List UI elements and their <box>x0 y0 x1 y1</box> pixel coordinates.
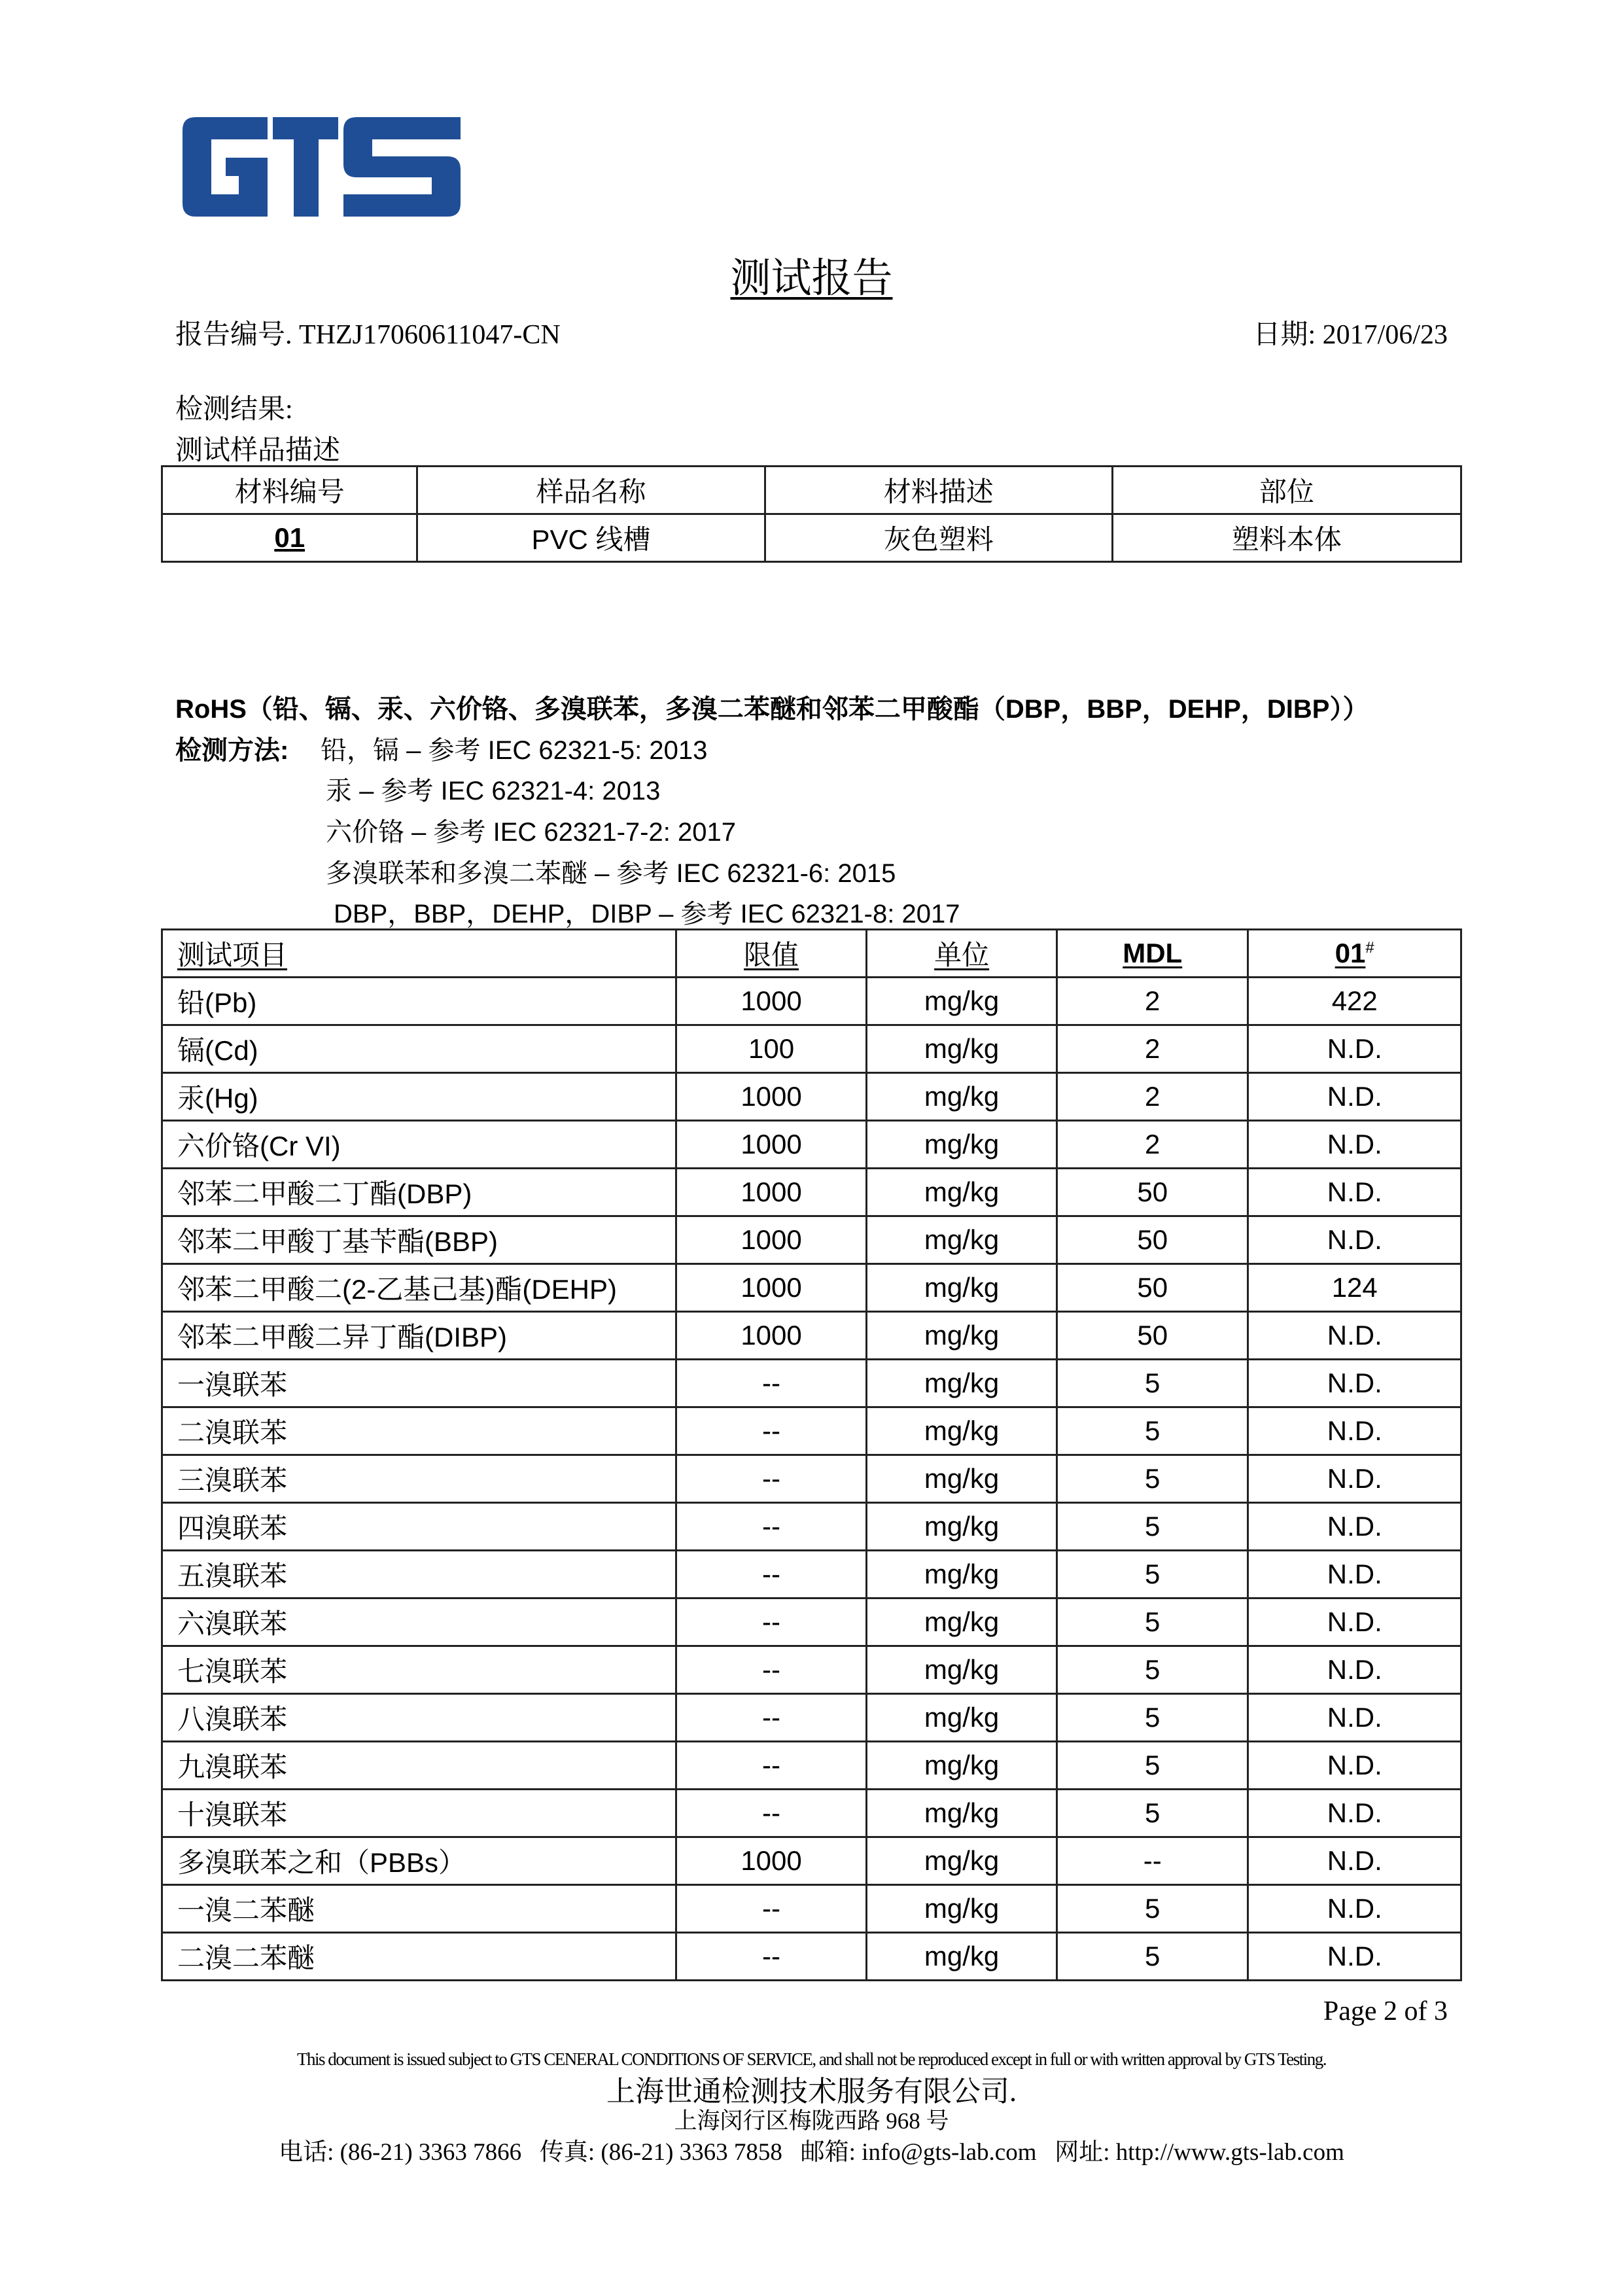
result: N.D. <box>1248 1407 1461 1455</box>
unit: mg/kg <box>867 1742 1057 1790</box>
limit: -- <box>676 1551 867 1598</box>
header-cell: 限值 <box>676 930 867 978</box>
limit: -- <box>676 1885 867 1933</box>
test-item: 四溴联苯 <box>162 1503 676 1551</box>
header-cell: 样品名称 <box>417 467 765 514</box>
mdl: 5 <box>1056 1790 1248 1837</box>
sample-desc-label: 测试样品描述 <box>175 436 341 466</box>
mdl: 50 <box>1056 1264 1248 1312</box>
table-row <box>162 978 1461 1025</box>
mdl: -- <box>1056 1837 1248 1885</box>
material-desc: 灰色塑料 <box>765 514 1112 562</box>
table-row <box>162 1073 1461 1121</box>
test-item: 铅(Pb) <box>162 978 676 1025</box>
result: N.D. <box>1248 1551 1461 1598</box>
result: N.D. <box>1248 1694 1461 1742</box>
mdl: 5 <box>1056 1551 1248 1598</box>
mdl: 5 <box>1056 1407 1248 1455</box>
result: N.D. <box>1248 1933 1461 1981</box>
unit: mg/kg <box>867 1360 1057 1407</box>
test-item: 一溴二苯醚 <box>162 1885 676 1933</box>
page-title: 测试报告 <box>730 256 893 301</box>
method-line: 铅，镉 – 参考 IEC 62321-5: 2013 <box>321 736 708 765</box>
method-line: 汞 – 参考 IEC 62321-4: 2013 <box>326 777 661 805</box>
mdl: 2 <box>1056 1025 1248 1073</box>
table-row <box>162 1407 1461 1455</box>
result: N.D. <box>1248 1073 1461 1121</box>
result: N.D. <box>1248 1646 1461 1694</box>
limit: -- <box>676 1790 867 1837</box>
results-table <box>161 928 1462 1981</box>
limit: -- <box>676 1598 867 1646</box>
result: N.D. <box>1248 1455 1461 1503</box>
unit: mg/kg <box>867 1169 1057 1216</box>
test-item: 邻苯二甲酸二异丁酯(DIBP) <box>162 1312 676 1360</box>
mdl: 50 <box>1056 1312 1248 1360</box>
test-item: 二溴二苯醚 <box>162 1933 676 1981</box>
limit: -- <box>676 1933 867 1981</box>
unit: mg/kg <box>867 1933 1057 1981</box>
sample-table <box>161 465 1462 563</box>
test-item: 汞(Hg) <box>162 1073 676 1121</box>
unit: mg/kg <box>867 1407 1057 1455</box>
table-row <box>162 1312 1461 1360</box>
test-item: 多溴联苯之和（PBBs） <box>162 1837 676 1885</box>
test-item: 一溴联苯 <box>162 1360 676 1407</box>
report-date: 日期: 2017/06/23 <box>1253 320 1448 350</box>
mdl: 5 <box>1056 1503 1248 1551</box>
limit: 1000 <box>676 1312 867 1360</box>
mdl: 5 <box>1056 1742 1248 1790</box>
table-row <box>162 1742 1461 1790</box>
result: N.D. <box>1248 1025 1461 1073</box>
test-item: 二溴联苯 <box>162 1407 676 1455</box>
footer-disclaimer: This document is issued subject to GTS CENERAL CONDITIONS OF SERVICE, and shall not be reproduced except in full or with written approval by GTS Testing. <box>297 2049 1326 2069</box>
limit: 1000 <box>676 1216 867 1264</box>
method-line: DBP，BBP，DEHP，DIBP – 参考 IEC 62321-8: 2017 <box>334 900 960 928</box>
mdl: 5 <box>1056 1598 1248 1646</box>
rohs-title: RoHS（铅、镉、汞、六价铬、多溴联苯，多溴二苯醚和邻苯二甲酸酯（DBP，BBP，DEHP，DIBP）） <box>175 695 1369 724</box>
table-row <box>162 514 1461 562</box>
table-row <box>162 1885 1461 1933</box>
mdl: 50 <box>1056 1169 1248 1216</box>
header-cell: 01# <box>1248 930 1461 978</box>
result: N.D. <box>1248 1598 1461 1646</box>
result: N.D. <box>1248 1503 1461 1551</box>
result: N.D. <box>1248 1742 1461 1790</box>
footer-company: 上海世通检测技术服务有限公司. <box>606 2075 1017 2108</box>
table-row <box>162 1216 1461 1264</box>
unit: mg/kg <box>867 978 1057 1025</box>
unit: mg/kg <box>867 1121 1057 1169</box>
table-row <box>162 1790 1461 1837</box>
test-item: 十溴联苯 <box>162 1790 676 1837</box>
page-number: Page 2 of 3 <box>1323 1996 1448 2026</box>
mdl: 5 <box>1056 1885 1248 1933</box>
result: N.D. <box>1248 1837 1461 1885</box>
table-row <box>162 1455 1461 1503</box>
location: 塑料本体 <box>1112 514 1461 562</box>
header-cell: 材料编号 <box>162 467 417 514</box>
result: 124 <box>1248 1264 1461 1312</box>
mdl: 2 <box>1056 1121 1248 1169</box>
limit: -- <box>676 1407 867 1455</box>
test-item: 九溴联苯 <box>162 1742 676 1790</box>
unit: mg/kg <box>867 1503 1057 1551</box>
footer-contact: 电话: (86-21) 3363 7866 传真: (86-21) 3363 7858 邮箱: info@gts-lab.com 网址: http://www.gts-lab.com <box>279 2139 1344 2166</box>
test-item: 邻苯二甲酸丁基苄酯(BBP) <box>162 1216 676 1264</box>
unit: mg/kg <box>867 1790 1057 1837</box>
test-item: 邻苯二甲酸二(2-乙基己基)酯(DEHP) <box>162 1264 676 1312</box>
unit: mg/kg <box>867 1312 1057 1360</box>
table-row <box>162 1264 1461 1312</box>
mdl: 5 <box>1056 1933 1248 1981</box>
table-row <box>162 1121 1461 1169</box>
table-row <box>162 1503 1461 1551</box>
mdl: 5 <box>1056 1455 1248 1503</box>
header-cell: 单位 <box>867 930 1057 978</box>
unit: mg/kg <box>867 1216 1057 1264</box>
test-item: 邻苯二甲酸二丁酯(DBP) <box>162 1169 676 1216</box>
limit: -- <box>676 1455 867 1503</box>
limit: -- <box>676 1742 867 1790</box>
test-item: 三溴联苯 <box>162 1455 676 1503</box>
unit: mg/kg <box>867 1885 1057 1933</box>
unit: mg/kg <box>867 1455 1057 1503</box>
limit: -- <box>676 1360 867 1407</box>
table-row <box>162 1694 1461 1742</box>
limit: 1000 <box>676 1073 867 1121</box>
table-row <box>162 1598 1461 1646</box>
methods-label: 检测方法: <box>175 736 289 765</box>
limit: 1000 <box>676 1837 867 1885</box>
limit: 1000 <box>676 1264 867 1312</box>
unit: mg/kg <box>867 1264 1057 1312</box>
table-row <box>162 1837 1461 1885</box>
limit: 1000 <box>676 1169 867 1216</box>
test-item: 五溴联苯 <box>162 1551 676 1598</box>
header-cell: 材料描述 <box>765 467 1112 514</box>
gts-logo <box>183 117 461 217</box>
test-item: 六价铬(Cr VI) <box>162 1121 676 1169</box>
result: N.D. <box>1248 1790 1461 1837</box>
table-row <box>162 1025 1461 1073</box>
limit: 100 <box>676 1025 867 1073</box>
material-id: 01 <box>162 514 417 562</box>
limit: 1000 <box>676 978 867 1025</box>
limit: 1000 <box>676 1121 867 1169</box>
mdl: 2 <box>1056 1073 1248 1121</box>
result: 422 <box>1248 978 1461 1025</box>
test-item: 七溴联苯 <box>162 1646 676 1694</box>
unit: mg/kg <box>867 1694 1057 1742</box>
table-row <box>162 1646 1461 1694</box>
table-row <box>162 1169 1461 1216</box>
results-table-header <box>162 930 1461 978</box>
test-item: 镉(Cd) <box>162 1025 676 1073</box>
header-cell: 部位 <box>1112 467 1461 514</box>
result: N.D. <box>1248 1885 1461 1933</box>
unit: mg/kg <box>867 1073 1057 1121</box>
limit: -- <box>676 1503 867 1551</box>
mdl: 2 <box>1056 978 1248 1025</box>
sample-table-header <box>162 467 1461 514</box>
report-number: 报告编号. THZJ17060611047-CN <box>175 320 561 350</box>
limit: -- <box>676 1646 867 1694</box>
mdl: 50 <box>1056 1216 1248 1264</box>
table-row <box>162 1551 1461 1598</box>
result: N.D. <box>1248 1312 1461 1360</box>
method-line: 多溴联苯和多溴二苯醚 – 参考 IEC 62321-6: 2015 <box>326 859 896 888</box>
mdl: 5 <box>1056 1646 1248 1694</box>
header-cell: 测试项目 <box>162 930 676 978</box>
unit: mg/kg <box>867 1837 1057 1885</box>
result: N.D. <box>1248 1169 1461 1216</box>
mdl: 5 <box>1056 1694 1248 1742</box>
results-label: 检测结果: <box>175 395 293 425</box>
limit: -- <box>676 1694 867 1742</box>
footer-address: 上海闵行区梅陇西路 968 号 <box>674 2108 949 2134</box>
unit: mg/kg <box>867 1551 1057 1598</box>
unit: mg/kg <box>867 1025 1057 1073</box>
unit: mg/kg <box>867 1598 1057 1646</box>
unit: mg/kg <box>867 1646 1057 1694</box>
sample-name: PVC 线槽 <box>417 514 765 562</box>
test-item: 六溴联苯 <box>162 1598 676 1646</box>
header-cell: MDL <box>1056 930 1248 978</box>
result: N.D. <box>1248 1360 1461 1407</box>
result: N.D. <box>1248 1121 1461 1169</box>
method-line: 六价铬 – 参考 IEC 62321-7-2: 2017 <box>326 818 736 847</box>
test-item: 八溴联苯 <box>162 1694 676 1742</box>
result: N.D. <box>1248 1216 1461 1264</box>
mdl: 5 <box>1056 1360 1248 1407</box>
table-row <box>162 1360 1461 1407</box>
table-row <box>162 1933 1461 1981</box>
